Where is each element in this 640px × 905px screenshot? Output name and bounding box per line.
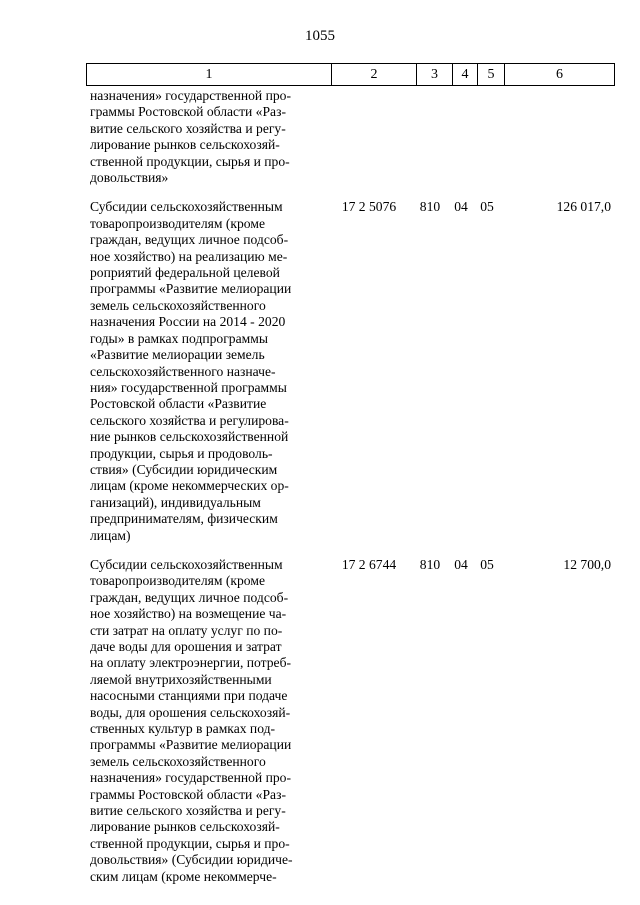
header-row (87, 64, 615, 86)
expense-type: 810 (419, 199, 441, 215)
header-col-3: 3 (417, 64, 453, 86)
header-col-5: 5 (478, 64, 505, 86)
row-description: Субсидии сельскохозяйственным товаропроизводителям (кроме граждан, ведущих личное подсоб- ное хозяйство) на реализацию ме- роприятий федеральной целевой программы «Развитие мелиорации земель сельскохозяйственного назначения России на 2014 - 2020 годы» в рамках подпрограммы «Развитие мелиорации земель сельскохозяйственного назначе- ния» государственной программы Ростовской области «Развитие сельского хозяйства и регулирова- ние рынков сельскохозяйственной продукции, сырья и продоволь- ствия» (Субсидии юридическим лицам (кроме некоммерческих ор- ганизаций), индивидуальным предпринимателям, физическим лицам) (90, 199, 292, 543)
header-col-1: 1 (87, 64, 332, 86)
expense-type (412, 88, 448, 186)
target-code (326, 88, 412, 186)
target-code: 17 2 6744 (341, 556, 397, 572)
column-header-table (86, 63, 615, 86)
header-col-6: 6 (505, 64, 615, 86)
target-code: 17 2 5076 (341, 199, 397, 215)
subsection (474, 88, 500, 186)
row-description: назначения» государственной про- граммы Ростовской области «Раз- витие сельского хозяйства и регу- лирование рынков сельскохозяй- ственной продукции, сырья и про- довольствия» (90, 88, 291, 186)
section: 04 (454, 199, 468, 215)
table-row (86, 557, 614, 885)
subsection: 05 (480, 199, 494, 215)
expense-type: 810 (419, 556, 441, 572)
header-col-4: 4 (453, 64, 478, 86)
section (448, 88, 474, 186)
amount: 12 700,0 (563, 556, 611, 572)
section: 04 (454, 556, 468, 572)
row-description: Субсидии сельскохозяйственным товаропроизводителям (кроме граждан, ведущих личное подсоб- ное хозяйство) на возмещение ча- сти затрат на оплату услуг по по- даче воды для орошения и затрат на оплату электроэнергии, потреб- ляемой внутрихозяйственными насосными станциями при подаче воды, для орошения сельскохозяй- ственных культур в рамках под- программы «Развитие мелиорации земель сельскохозяйственного назначения» государственной про- граммы Ростовской области «Раз- витие сельского хозяйства и регу- лирование рынков сельскохозяй- ственной продукции, сырья и про- довольствия» (Субсидии юридиче- ским лицам (кроме некоммерче- (90, 556, 293, 884)
page-number: 1055 (305, 28, 335, 44)
table-row (86, 199, 614, 544)
amount: 126 017,0 (556, 199, 611, 215)
amount (500, 88, 614, 186)
header-col-2: 2 (332, 64, 417, 86)
table-row (86, 88, 614, 186)
budget-table-body (86, 88, 614, 885)
subsection: 05 (480, 556, 494, 572)
